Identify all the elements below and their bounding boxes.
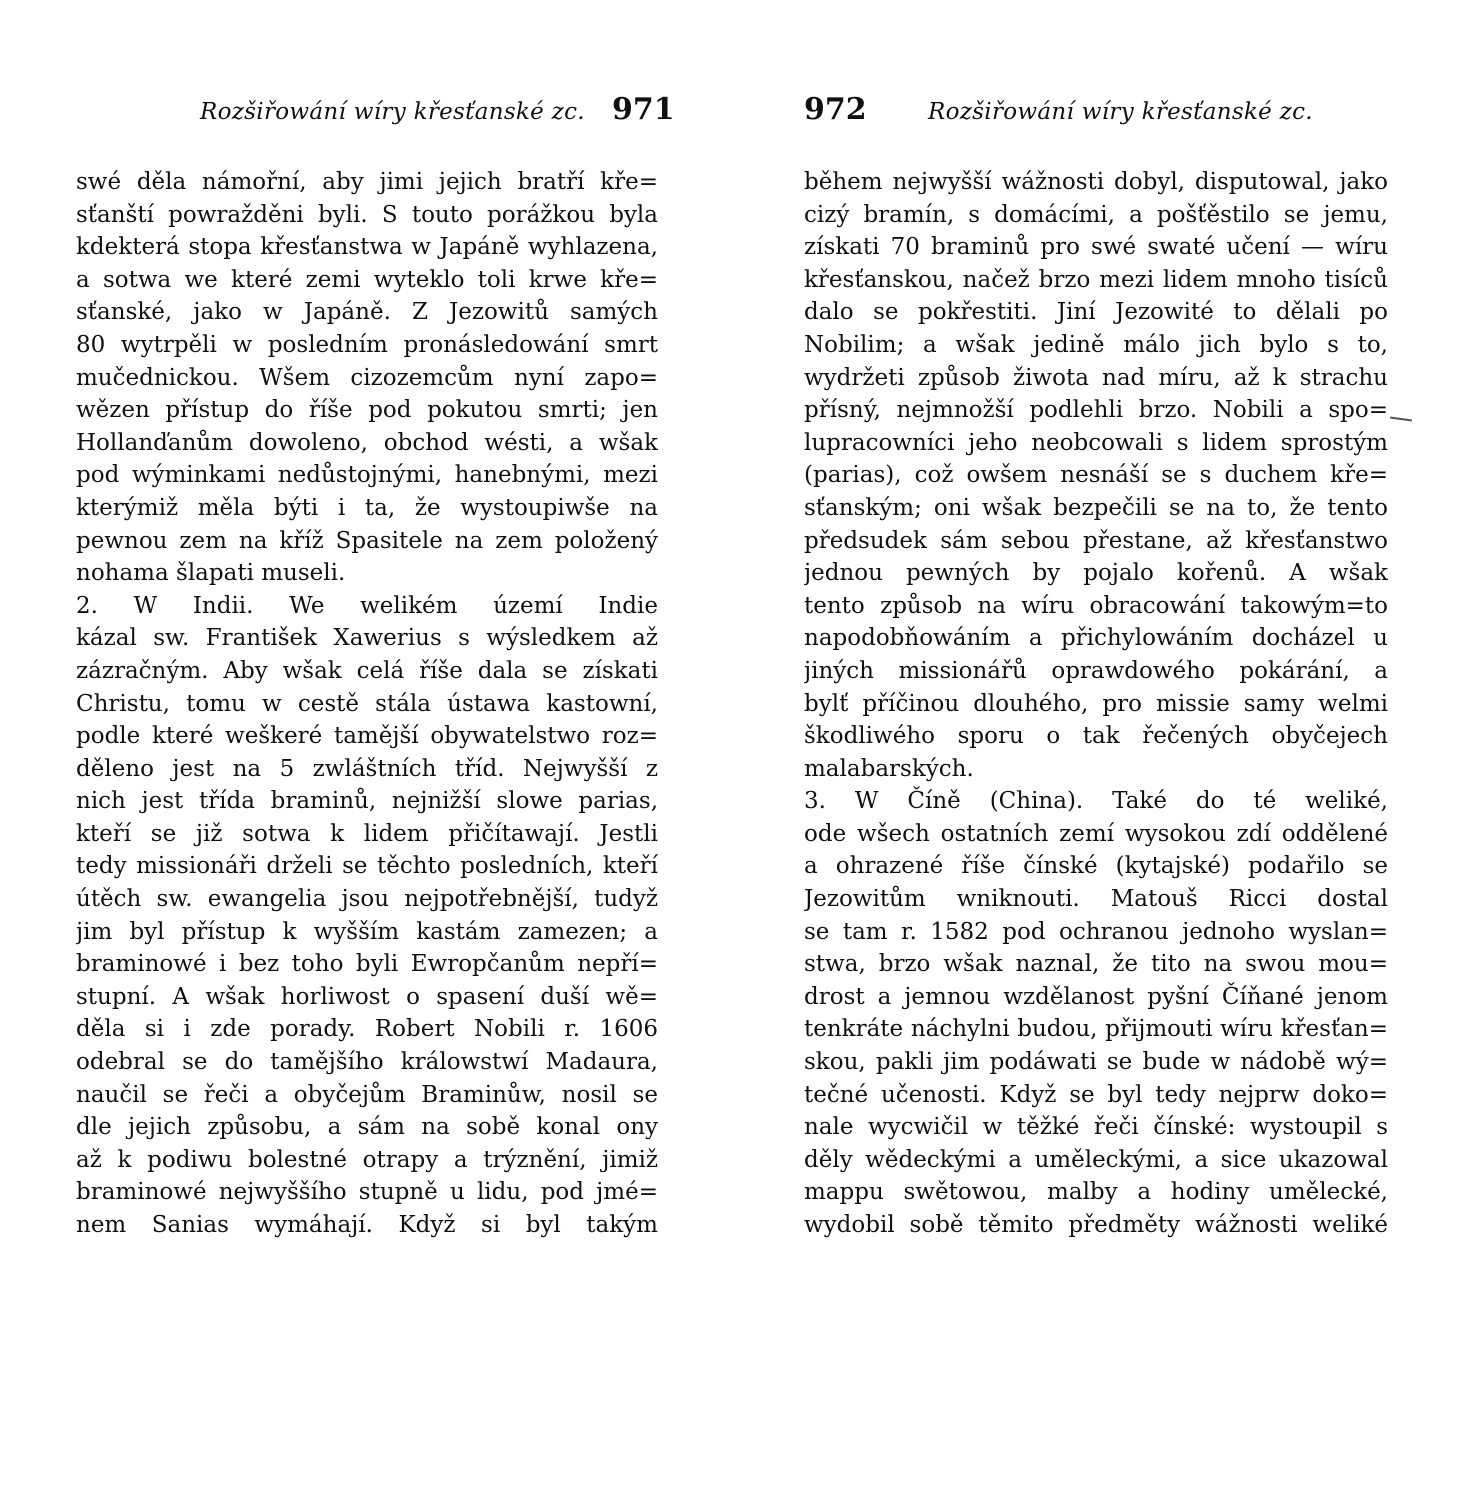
text-line: jednou pewných by pojalo kořenů. A wšak — [804, 560, 1388, 587]
text-line: cizý bramín, s domácími, a pošťěstilo se jemu, — [804, 201, 1388, 228]
running-head: Rozšiřowání wíry křesťanské zc. — [200, 99, 585, 125]
text-line: sťanským; oni wšak bezpečili se na to, že tento — [804, 494, 1388, 521]
text-line: stwa, brzo wšak naznal, že tito na swou mou= — [804, 951, 1388, 978]
text-line: během nejwyšší wážnosti dobyl, disputowal, jako — [804, 169, 1388, 195]
text-line: sťanští powražděni byli. S touto porážkou byla — [76, 201, 658, 228]
text-line: mučednickou. Wšem cizozemcům nyní zapo= — [76, 364, 658, 391]
margin-dash-mark — [1390, 416, 1412, 421]
text-line: swé děla námořní, aby jimi jejich bratří kře= — [76, 169, 658, 195]
text-line: wydržeti způsob žiwota nad míru, až k strachu — [804, 364, 1388, 391]
text-line: Nobilim; a wšak jedině málo jich bylo s to, — [804, 331, 1388, 358]
text-line: nich jest třída braminů, nejnižší slowe parias, — [76, 788, 658, 815]
text-line: tedy missionáři drželi se těchto posledních, kteří — [76, 853, 658, 880]
text-line: sťanské, jako w Japáně. Z Jezowitů samých — [76, 299, 658, 326]
text-line: nem Sanias wymáhají. Když si byl takým — [76, 1212, 658, 1238]
body-text — [76, 166, 658, 1242]
text-line: jim byl přístup k wyšším kastám zamezen; a — [76, 918, 658, 945]
text-line: podle které weškeré tamější obywatelstwo roz= — [76, 723, 658, 750]
text-line: odebral se do tamějšího králowstwí Madaura, — [76, 1049, 658, 1076]
text-line: děla si i zde porady. Robert Nobili r. 1606 — [76, 1016, 658, 1043]
text-line: braminowé nejwyššího stupně u lidu, pod jmé= — [76, 1179, 658, 1206]
body-text — [804, 166, 1388, 1242]
text-line: kterýmiž měla býti i ta, že wystoupiwše na — [76, 494, 658, 521]
text-line: zázračným. Aby wšak celá říše dala se získati — [76, 657, 658, 684]
text-line: nale wycwičil w těžké řeči čínské: wystoupil s — [804, 1114, 1388, 1141]
text-line: a ohrazené říše čínské (kytajské) podařilo se — [804, 853, 1388, 880]
text-line: předsudek sám sebou přestane, až křesťanstwo — [804, 527, 1388, 554]
text-line: Jezowitům wniknouti. Matouš Ricci dostal — [804, 886, 1388, 913]
text-line: mappu swětowou, malby a hodiny umělecké, — [804, 1179, 1388, 1206]
text-line: křesťanskou, načež brzo mezi lidem mnoho tisíců — [804, 266, 1388, 293]
text-line: naučil se řeči a obyčejům Braminůw, nosil se — [76, 1081, 658, 1108]
text-line: až k podiwu bolestné otrapy a trýznění, jimiž — [76, 1146, 658, 1173]
text-line: pod wýminkami nedůstojnými, hanebnými, mezi — [76, 462, 658, 489]
text-line: skou, pakli jim podáwati se bude w nádobě wý= — [804, 1049, 1388, 1076]
text-line: braminowé i bez toho byli Ewropčanům nepří= — [76, 951, 658, 978]
text-line: stupní. A wšak horliwost o spasení duší wě= — [76, 983, 658, 1010]
text-line: kdekterá stopa křesťanstwa w Japáně wyhlazena, — [76, 234, 658, 261]
text-line: útěch sw. ewangelia jsou nejpotřebnější, tudyž — [76, 886, 658, 913]
text-line: tečné učenosti. Když se byl tedy nejprw doko= — [804, 1081, 1388, 1108]
text-line: se tam r. 1582 pod ochranou jednoho wyslan= — [804, 918, 1388, 945]
text-line: kázal sw. František Xawerius s wýsledkem až — [76, 625, 658, 652]
text-line: 3. W Číně (China). Také do té weliké, — [804, 788, 1388, 815]
text-line: 2. W Indii. We welikém území Indie — [76, 592, 658, 619]
page-number: 972 — [804, 92, 867, 127]
text-line: malabarských. — [804, 755, 974, 782]
text-line: Hollanďanům dowoleno, obchod wésti, a wšak — [76, 429, 658, 456]
text-line: jiných missionářů oprawdowého pokárání, a — [804, 657, 1388, 684]
text-line: lupracowníci jeho neobcowali s lidem sprostým — [804, 429, 1388, 456]
text-line: dalo se pokřestiti. Jiní Jezowité to dělali po — [804, 299, 1388, 326]
text-line: (parias), což owšem nesnáší se s duchem kře= — [804, 462, 1388, 489]
page-number: 971 — [612, 92, 675, 127]
right-page — [740, 0, 1480, 1500]
text-line: a sotwa we které zemi wyteklo toli krwe kře= — [76, 266, 658, 293]
text-line: bylť příčinou dlouhého, pro missie samy welmi — [804, 690, 1388, 717]
text-line: škodliwého sporu o tak řečených obyčejech — [804, 723, 1388, 750]
text-line: drost a jemnou wzdělanost pyšní Číňané jenom — [804, 983, 1388, 1010]
text-line: tento způsob na wíru obracowání takowým=to — [804, 592, 1388, 619]
text-line: přísný, nejmnožší podlehli brzo. Nobili a spo= — [804, 397, 1388, 424]
text-line: děleno jest na 5 zwláštních tříd. Nejwyšší z — [76, 755, 658, 782]
text-line: nohama šlapati museli. — [76, 560, 346, 587]
text-line: získati 70 braminů pro swé swaté učení — wíru — [804, 234, 1388, 261]
text-line: wězen přístup do říše pod pokutou smrti; jen — [76, 397, 658, 424]
text-line: Christu, tomu w cestě stála ústawa kastowní, — [76, 690, 658, 717]
text-line: tenkráte náchylni budou, přijmouti wíru křesťan= — [804, 1016, 1388, 1043]
text-line: děly wědeckými a uměleckými, a sice ukazowal — [804, 1146, 1388, 1173]
text-line: ode wšech ostatních zemí wysokou zdí oddělené — [804, 820, 1388, 847]
text-line: napodobňowáním a přichylowáním docházel u — [804, 625, 1388, 652]
text-line: dle jejich způsobu, a sám na sobě konal ony — [76, 1114, 658, 1141]
text-line: 80 wytrpěli w posledním pronásledowání smrt — [76, 331, 658, 358]
text-line: pewnou zem na kříž Spasitele na zem položený — [76, 527, 658, 554]
text-line: kteří se již sotwa k lidem přičítawají. Jestli — [76, 820, 658, 847]
running-head: Rozšiřowání wíry křesťanské zc. — [928, 99, 1313, 125]
text-line: wydobil sobě těmito předměty wážnosti weliké — [804, 1212, 1388, 1238]
